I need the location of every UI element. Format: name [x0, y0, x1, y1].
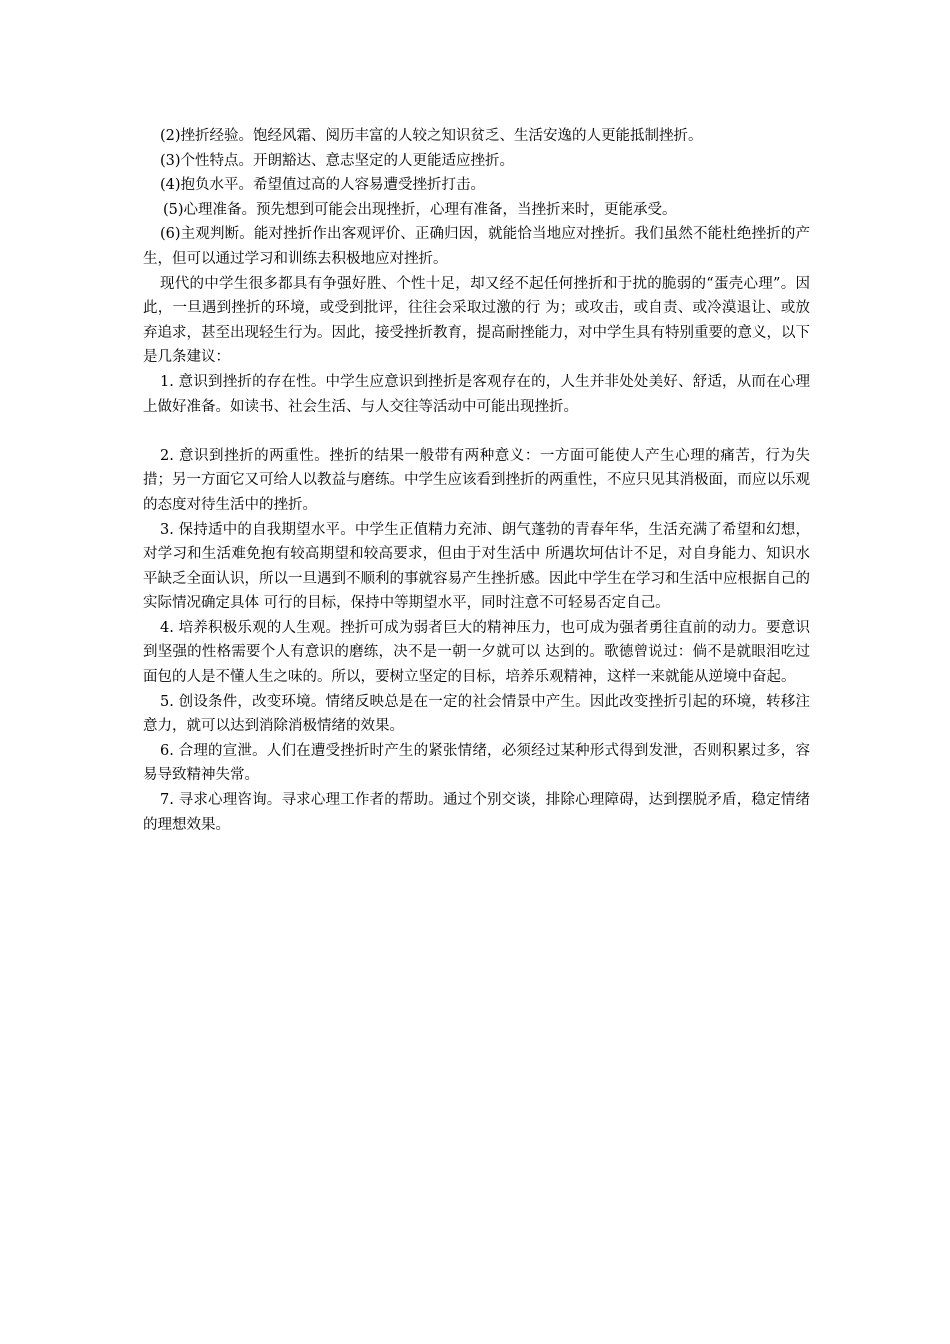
blank-line — [143, 419, 810, 444]
paragraph-suggestion-7: 7. 寻求心理咨询。寻求心理工作者的帮助。通过个别交谈，排除心理障碍，达到摆脱矛盾，稳定情绪的理想效果。 — [143, 792, 810, 833]
paragraph-aspiration-level: (4)抱负水平。希望值过高的人容易遭受挫折打击。 — [160, 177, 486, 194]
document-body — [143, 124, 810, 837]
paragraph-intro-suggestions: 现代的中学生很多都具有争强好胜、个性十足，却又经不起任何挫折和于扰的脆弱的“蛋壳心理”。因此，一旦遇到挫折的环境，或受到批评，往往会采取过激的行 为；或攻击，或自责、或冷漠退让、或放弃追求，甚至出现轻生行为。因此，接受挫折教育，提高耐挫能力，对中学生具有特别重要的意义，以下是几条建议： — [143, 275, 810, 366]
paragraph-mental-preparation: (5)心理准备。预先想到可能会出现挫折，心理有准备，当挫折来时，更能承受。 — [163, 201, 677, 218]
paragraph-suggestion-5: 5. 创设条件，改变环境。情绪反映总是在一定的社会情景中产生。因此改变挫折引起的环境，转移注意力，就可以达到消除消极情绪的效果。 — [143, 693, 810, 735]
paragraph-subjective-judgment: (6)主观判断。能对挫折作出客观评价、正确归因，就能恰当地应对挫折。我们虽然不能杜绝挫折的产生，但可以通过学习和训练去积极地应对挫折。 — [143, 226, 810, 267]
paragraph-personality: (3)个性特点。开朗豁达、意志坚定的人更能适应挫折。 — [160, 152, 515, 169]
paragraph-suggestion-4: 4. 培养积极乐观的人生观。挫折可成为弱者巨大的精神压力，也可成为强者勇往直前的动力。要意识到坚强的性格需要个人有意识的磨练，决不是一朝一夕就可以 达到的。歌德曾说过：倘不是就眼泪吃过面包的人是不懂人生之味的。所以，要树立坚定的目标，培养乐观精神，这样一来就能从逆境中奋起。 — [143, 619, 810, 686]
paragraph-suggestion-3: 3. 保持适中的自我期望水平。中学生正值精力充沛、朗气蓬勃的青春年华，生活充满了希望和幻想，对学习和生活难免抱有较高期望和较高要求，但由于对生活中 所遇坎坷估计不足，对自身能力、知识水平缺乏全面认识，所以一旦遇到不顺利的事就容易产生挫折感。因此中学生在学习和生活中应根据自己的实际情况确定具体 可行的目标，保持中等期望水平，同时注意不可轻易否定自己。 — [143, 521, 810, 612]
paragraph-suggestion-2: 2. 意识到挫折的两重性。挫折的结果一般带有两种意义：一方面可能使人产生心理的痛苦，行为失措；另一方面它又可给人以教益与磨练。中学生应该看到挫折的两重性，不应只见其消极面，而应以乐观的态度对待生活中的挫折。 — [143, 447, 810, 513]
paragraph-frustration-experience: (2)挫折经验。饱经风霜、阅历丰富的人较之知识贫乏、生活安逸的人更能抵制挫折。 — [160, 128, 703, 144]
paragraph-suggestion-1: 1. 意识到挫折的存在性。中学生应意识到挫折是客观存在的，人生并非处处美好、舒适，从而在心理上做好准备。如读书、社会生活、与人交往等活动中可能出现挫折。 — [143, 373, 810, 415]
paragraph-suggestion-6: 6. 合理的宣泄。人们在遭受挫折时产生的紧张情绪，必须经过某种形式得到发泄，否则积累过多，容易导致精神失常。 — [143, 742, 810, 784]
